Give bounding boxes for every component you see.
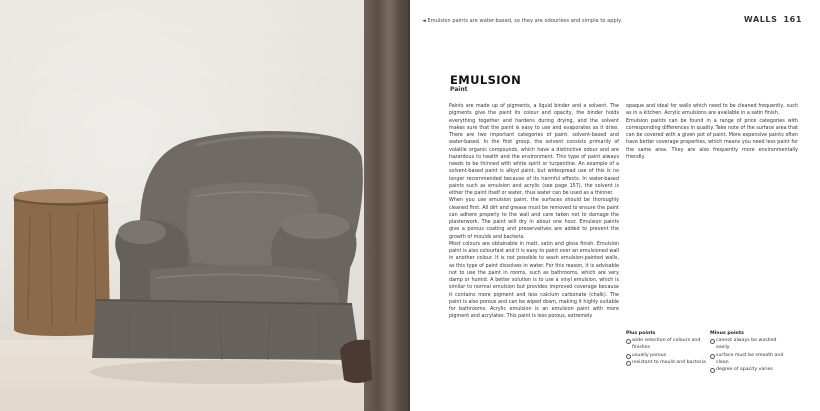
text-page	[410, 0, 820, 411]
minus-points-heading: Minus points	[710, 331, 744, 336]
page-number: 161	[783, 15, 802, 24]
plus-points	[626, 330, 706, 366]
section-title: EMULSION	[450, 73, 522, 87]
plus-point-item: usually porous	[626, 352, 706, 359]
body-paragraph: Emulsion paints can be found in a range of price categories with corresponding differences in quality. Take note of the surface area that can be covered with a given pot of paint. More expensive paints often have better coverage properties, which means you need less paint for the same area. They are also frequently more environmentally friendly.	[626, 117, 798, 160]
body-column-2	[626, 103, 798, 161]
body-paragraph: When you use emulsion paint, the surfaces should be thoroughly cleaned first. All dirt and grease must be removed to ensure the paint can adhere properly to the wall and care taken not to damage the plasterwork. The paint will dry in about one hour. Emulsion paints give a porous coating and preservatives are added to prevent the growth of moulds and bacteria.	[449, 197, 619, 240]
section-name: WALLS	[743, 15, 778, 24]
minus-point-item: degree of opacity varies	[710, 366, 790, 373]
chair-shadow	[90, 360, 370, 384]
plus-point-item: wide selection of colours and finishes	[626, 337, 706, 351]
photo-caption: ◄ Emulsion paints are water-based, so they are odourless and simple to apply.	[422, 18, 623, 24]
section-subtitle: Paint	[450, 86, 468, 93]
body-paragraph: Paints are made up of pigments, a liquid binder and a solvent. The pigments give the paint its colour and opacity, the binder holds everything together and hardens during drying, and the solvent makes sure that the paint is easy to use and evaporates as it dries. There are two important categories of paint: solvent-based and water-based. In the first group, the solvent consists primarily of volatile organic compounds, which have a distinctive odour and are hazardous to health and the environment. This type of paint always needs to be thinned with white spirit or turpentine. An example of a solvent-based paint is alkyd paint, but widespread use of this is no longer recommended because of its harmful effects. In water-based paints such as emulsion and acrylic (see page 157), the solvent is either the paint itself or water, thus water can be used as a thinner.	[449, 103, 619, 196]
running-head	[744, 15, 802, 24]
plus-point-item: resistant to mould and bacteria	[626, 359, 706, 366]
armchair	[92, 131, 363, 360]
body-paragraph: Most colours are obtainable in matt, satin and gloss finish. Emulsion paint is also colourfast and it is easy to paint over an emulsioned wall in another colour. It is not possible to wash emulsion-painted walls, as this type of paint dissolves in water. For this reason, it is advisable not to use the paint in rooms, such as bathrooms, which are very damp or humid. A better solution is to use a vinyl emulsion, which is similar to normal emulsion but provides improved coverage because it contains more pigment and less calcium carbonate (chalk). The paint is also porous and can be wiped down, making it highly suitable for bathrooms. Acrylic emulsion is an emulsion paint with more pigment and acrylates. This paint is less porous, extremely	[449, 240, 619, 320]
minus-point-item: cannot always be washed easily	[710, 337, 790, 351]
floor-bowl	[340, 340, 372, 383]
body-column-1	[449, 103, 619, 321]
minus-points	[710, 330, 790, 373]
body-paragraph: opaque and ideal for walls which need to be cleaned frequently, such as in a kitchen. Acrylic emulsions are available in a satin finish.	[626, 103, 798, 117]
minus-point-item: surface must be smooth and clean	[710, 352, 790, 366]
plus-points-heading: Plus points	[626, 331, 656, 336]
